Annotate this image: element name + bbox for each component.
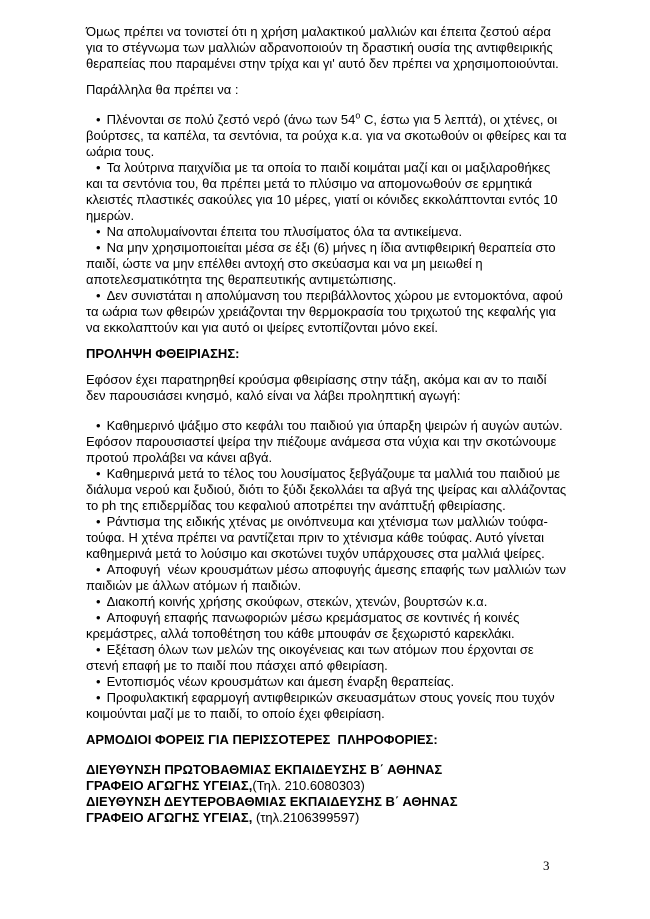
contact-office-label: ΓΡΑΦΕΙΟ ΑΓΩΓΗΣ ΥΓΕΙΑΣ, — [86, 778, 253, 793]
bullet-marker: • — [96, 562, 101, 577]
bullet-marker: • — [96, 642, 101, 657]
prevention-measures-list — [86, 418, 570, 722]
list-item-text: Να μην χρησιμοποιείται μέσα σε έξι (6) μήνες η ίδια αντιφθειρική θεραπεία στο παιδί, ώστε να μην επέλθει αντοχή στο σκεύασμα και να μη μειωθεί η αποτελεσματικότητα της θεραπευτικής αντιμετώπισης. — [86, 240, 560, 287]
list-item-text: Καθημερινό ψάξιμο στο κεφάλι του παιδιού για ύπαρξη ψειρών ή αυγών αυτών. Εφόσον παρουσιαστεί ψείρα την πιέζουμε ανάμεσα στα νύχια και την σκοτώνουμε προτού προλάβει να κάνει αβγά. — [86, 418, 567, 465]
list-item — [86, 690, 567, 722]
bullet-marker: • — [96, 418, 101, 433]
intro-paragraph: Όμως πρέπει να τονιστεί ότι η χρήση μαλακτικού μαλλιών και έπειτα ζεστού αέρα για το στέγνωμα των μαλλιών αδρανοποιούν τη δραστική ουσία της αντιφθειρικής θεραπείας που παραμένει στην τρίχα και γι' αυτό δεν πρέπει να χρησιμοποιούνται. — [86, 24, 559, 71]
list-item — [86, 610, 567, 642]
list-item — [86, 110, 571, 160]
list-item-text: Αποφυγή επαφής πανωφοριών μέσω κρεμάσματος σε κοντινές ή κοινές κρεμάστρες, αλλά τοποθέτηση του κάθε μπουφάν σε ξεχωριστό καρεκλάκι. — [86, 610, 523, 641]
contact-office-line-secondary — [86, 810, 567, 826]
bullet-marker: • — [96, 224, 101, 239]
bullet-marker: • — [96, 288, 101, 303]
bullet-marker: • — [96, 594, 101, 609]
prevention-heading: ΠΡΟΛΗΨΗ ΦΘΕΙΡΙΑΣΗΣ: — [86, 346, 240, 361]
bullet-marker: • — [96, 112, 101, 127]
page-number: 3 — [543, 858, 550, 873]
list-item — [86, 160, 567, 224]
contact-directorate-secondary: ΔΙΕΥΘΥΝΣΗ ΔΕΥΤΕΡΟΒΑΘΜΙΑΣ ΕΚΠΑΙΔΕΥΣΗΣ Β΄ ΑΘΗΝΑΣ — [86, 794, 458, 809]
bullet-marker: • — [96, 514, 101, 529]
list-item-text: Ράντισμα της ειδικής χτένας με οινόπνευμα και χτένισμα των μαλλιών τούφα-τούφα. Η χτένα πρέπει να ραντίζεται πριν το χτένισμα κάθε τούφας. Αυτό γίνεται καθημερινά μετά το λούσιμο και σκοτώνει τυχόν υπάρχουσες στα μαλλιά ψείρες. — [86, 514, 548, 561]
contact-office-line-primary — [86, 778, 567, 794]
lead-in-paragraph: Παράλληλα θα πρέπει να : — [86, 82, 239, 97]
list-item-text: Καθημερινά μετά το τέλος του λουσίματος ξεβγάζουμε τα μαλλιά του παιδιού με διάλυμα νερού και ξυδιού, διότι το ξύδι ξεκολλάει τα αβγά της ψείρας και αλλάζοντας το ph της επιδερμίδας του κεφαλιού αποτρέπει την ανάπτυξή φθειρίασης. — [86, 466, 570, 513]
contacts-block — [86, 762, 567, 826]
list-item-text: Δεν συνιστάται η απολύμανση του περιβάλλοντος χώρου με εντομοκτόνα, αφού τα ωάρια των φθειρών χρειάζονται την θερμοκρασία του τριχωτού της κεφαλής για να εκκολαπτούν και για αυτό οι ψείρες εντοπίζονται μόνο εκεί. — [86, 288, 567, 335]
care-instructions-list — [86, 110, 571, 336]
list-item — [86, 514, 567, 562]
list-item-text: Να απολυμαίνονται έπειτα του πλυσίματος όλα τα αντικείμενα. — [106, 224, 463, 239]
list-item — [86, 594, 567, 610]
degree-superscript: ο — [355, 110, 361, 121]
prevention-intro: Εφόσον έχει παρατηρηθεί κρούσμα φθειρίασης στην τάξη, ακόμα και αν το παιδί δεν παρουσιάσει κνησμό, καλό είναι να λάβει προληπτική αγωγή: — [86, 372, 551, 403]
list-item-text: Αποφυγή νέων κρουσμάτων μέσω αποφυγής άμεσης επαφής των μαλλιών των παιδιών με άλλων ατόμων ή παιδιών. — [86, 562, 570, 593]
list-item-text: Τα λούτρινα παιχνίδια με τα οποία το παιδί κοιμάται μαζί και οι μαξιλαροθήκες και τα σεντόνια του, θα πρέπει μετά το πλύσιμο να απομονωθούν σε ερμητικά κλειστές πλαστικές σακούλες για 10 μέρες, γιατί οι κόνιδες εκκολάπτονται εντός 10 ημερών. — [86, 160, 562, 223]
contact-phone: (Τηλ. 210.6080303) — [252, 778, 365, 793]
list-item-text: Διακοπή κοινής χρήσης σκούφων, στεκών, χτενών, βουρτσών κ.α. — [106, 594, 488, 609]
list-item-text: Εξέταση όλων των μελών της οικογένειας και των ατόμων που έρχονται σε στενή επαφή με το παιδί που πάσχει από φθειρίαση. — [86, 642, 538, 673]
bullet-marker: • — [96, 690, 101, 705]
bullet-marker: • — [96, 240, 101, 255]
bullet-marker: • — [96, 674, 101, 689]
contacts-heading: ΑΡΜΟΔΙΟΙ ΦΟΡΕΙΣ ΓΙΑ ΠΕΡΙΣΣΟΤΕΡΕΣ ΠΛΗΡΟΦΟΡΙΕΣ: — [86, 732, 438, 747]
list-item — [86, 224, 567, 240]
list-item — [86, 642, 567, 674]
list-item-text: Εντοπισμός νέων κρουσμάτων και άμεση έναρξη θεραπείας. — [106, 674, 455, 689]
bullet-marker: • — [96, 466, 101, 481]
bullet-marker: • — [96, 160, 101, 175]
list-item — [86, 288, 567, 336]
list-item — [86, 562, 570, 594]
contact-office-label: ΓΡΑΦΕΙΟ ΑΓΩΓΗΣ ΥΓΕΙΑΣ, — [86, 810, 253, 825]
list-item — [86, 240, 567, 288]
list-item — [86, 674, 567, 690]
list-item-text: C, έστω για 5 λεπτά), οι χτένες, οι βούρτσες, τα καπέλα, τα σεντόνια, τα ρούχα κ.α. για να σκοτωθούν οι φθείρες και τα ωάρια τους. — [86, 112, 571, 159]
list-item — [86, 466, 570, 514]
document-body — [86, 24, 571, 826]
list-item-text: Προφυλακτική εφαρμογή αντιφθειρικών σκευασμάτων στους γονείς που τυχόν κοιμούνται μαζί με το παιδί, το οποίο έχει φθειρίαση. — [86, 690, 559, 721]
contact-phone: (τηλ.2106399597) — [252, 810, 360, 825]
list-item-text: Πλένονται σε πολύ ζεστό νερό (άνω των 54 — [106, 112, 356, 127]
contact-directorate-primary: ΔΙΕΥΘΥΝΣΗ ΠΡΩΤΟΒΑΘΜΙΑΣ ΕΚΠΑΙΔΕΥΣΗΣ Β΄ ΑΘΗΝΑΣ — [86, 762, 443, 777]
list-item — [86, 418, 567, 466]
bullet-marker: • — [96, 610, 101, 625]
